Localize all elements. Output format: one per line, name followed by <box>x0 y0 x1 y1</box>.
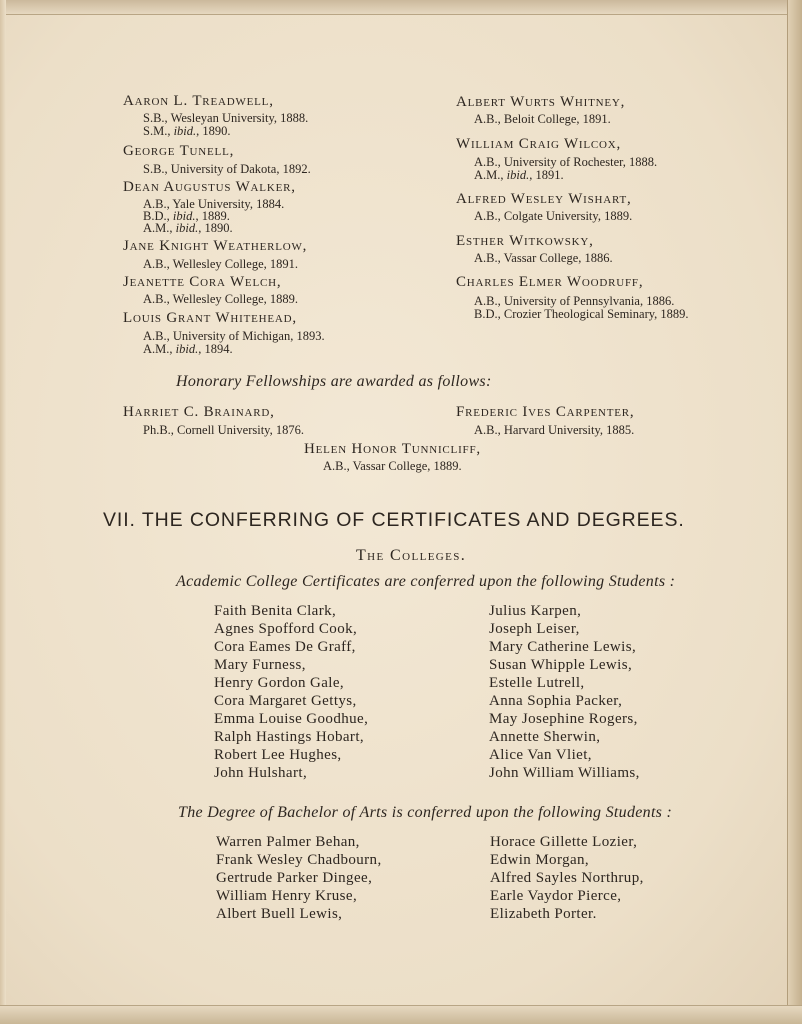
fellow-degree: A.B., University of Rochester, 1888. <box>474 155 658 169</box>
list-item: Ralph Hastings Hobart, <box>214 729 365 745</box>
fellow-name: George Tunell, <box>123 143 235 159</box>
list-item: John Hulshart, <box>214 765 308 781</box>
list-item: Annette Sherwin, <box>489 729 601 745</box>
list-item: Horace Gillette Lozier, <box>490 834 638 850</box>
list-item: Edwin Morgan, <box>490 852 590 868</box>
honorary-degree: A.B., Vassar College, 1889. <box>323 459 462 473</box>
bachelor-heading: The Degree of Bachelor of Arts is conferred upon the following Students : <box>178 804 673 821</box>
fellow-degree: A.B., University of Michigan, 1893. <box>143 329 325 343</box>
list-item: Frank Wesley Chadbourn, <box>216 852 382 868</box>
list-item: May Josephine Rogers, <box>489 711 638 727</box>
list-item: Henry Gordon Gale, <box>214 675 345 691</box>
list-item: Anna Sophia Packer, <box>489 693 623 709</box>
list-item: William Henry Kruse, <box>216 888 358 904</box>
list-item: Robert Lee Hughes, <box>214 747 342 763</box>
fellow-degree: S.M., ibid., 1890. <box>143 124 231 138</box>
page-bottom-edge <box>0 1005 802 1024</box>
fellow-degree: A.M., ibid., 1891. <box>474 168 564 182</box>
list-item: Mary Catherine Lewis, <box>489 639 637 655</box>
list-item: Faith Benita Clark, <box>214 603 337 619</box>
list-item: Warren Palmer Behan, <box>216 834 360 850</box>
list-item: Julius Karpen, <box>489 603 582 619</box>
fellow-degree: A.M., ibid., 1894. <box>143 342 233 356</box>
fellow-degree: A.B., Vassar College, 1886. <box>474 251 613 265</box>
certificates-list-left <box>214 602 368 782</box>
honorary-name: Harriet C. Brainard, <box>123 404 275 420</box>
fellow-degree: S.B., University of Dakota, 1892. <box>143 162 311 176</box>
fellow-name: Albert Wurts Whitney, <box>456 94 626 110</box>
fellow-name: Jane Knight Weatherlow, <box>123 238 308 254</box>
honorary-name: Helen Honor Tunnicliff, <box>304 441 481 457</box>
colleges-heading: The Colleges. <box>356 547 467 564</box>
bachelor-list-left <box>216 833 382 923</box>
fellow-name: Jeanette Cora Welch, <box>123 274 282 290</box>
fellow-degree: A.B., University of Pennsylvania, 1886. <box>474 294 675 308</box>
list-item: John William Williams, <box>489 765 640 781</box>
fellow-degree: A.B., Yale University, 1884. <box>143 197 285 211</box>
list-item: Cora Eames De Graff, <box>214 639 356 655</box>
certificates-heading: Academic College Certificates are conferred upon the following Students : <box>176 573 676 590</box>
fellow-name: Charles Elmer Woodruff, <box>456 274 644 290</box>
page-left-edge <box>0 0 6 1024</box>
fellow-degree: A.B., Beloit College, 1891. <box>474 112 611 126</box>
list-item: Alfred Sayles Northrup, <box>490 870 644 886</box>
list-item: Emma Louise Goodhue, <box>214 711 369 727</box>
section-heading: VII. THE CONFERRING OF CERTIFICATES AND DEGREES. <box>103 509 685 531</box>
list-item: Albert Buell Lewis, <box>216 906 343 922</box>
list-item: Mary Furness, <box>214 657 306 673</box>
honorary-degree: A.B., Harvard University, 1885. <box>474 423 635 437</box>
fellow-name: Louis Grant Whitehead, <box>123 310 297 326</box>
list-item: Gertrude Parker Dingee, <box>216 870 373 886</box>
fellow-degree: S.B., Wesleyan University, 1888. <box>143 111 309 125</box>
fellow-name: Esther Witkowsky, <box>456 233 594 249</box>
fellow-name: William Craig Wilcox, <box>456 136 622 152</box>
list-item: Estelle Lutrell, <box>489 675 585 691</box>
list-item: Cora Margaret Gettys, <box>214 693 357 709</box>
page-right-edge <box>787 0 802 1024</box>
certificates-list-right <box>489 602 640 782</box>
fellow-degree: B.D., Crozier Theological Seminary, 1889. <box>474 307 689 321</box>
fellow-degree: A.M., ibid., 1890. <box>143 221 233 235</box>
list-item: Agnes Spofford Cook, <box>214 621 358 637</box>
fellow-name: Alfred Wesley Wishart, <box>456 191 632 207</box>
list-item: Joseph Leiser, <box>489 621 580 637</box>
fellow-name: Dean Augustus Walker, <box>123 179 296 195</box>
list-item: Alice Van Vliet, <box>489 747 592 763</box>
fellow-degree: B.D., ibid., 1889. <box>143 209 230 223</box>
page-top-edge <box>0 0 802 15</box>
honorary-degree: Ph.B., Cornell University, 1876. <box>143 423 304 437</box>
list-item: Earle Vaydor Pierce, <box>490 888 622 904</box>
fellow-degree: A.B., Wellesley College, 1891. <box>143 257 298 271</box>
list-item: Elizabeth Porter. <box>490 906 597 922</box>
fellow-degree: A.B., Colgate University, 1889. <box>474 209 633 223</box>
honorary-heading: Honorary Fellowships are awarded as follows: <box>176 373 492 390</box>
bachelor-list-right <box>490 833 644 923</box>
honorary-name: Frederic Ives Carpenter, <box>456 404 635 420</box>
list-item: Susan Whipple Lewis, <box>489 657 633 673</box>
fellow-degree: A.B., Wellesley College, 1889. <box>143 292 298 306</box>
fellow-name: Aaron L. Treadwell, <box>123 93 274 109</box>
